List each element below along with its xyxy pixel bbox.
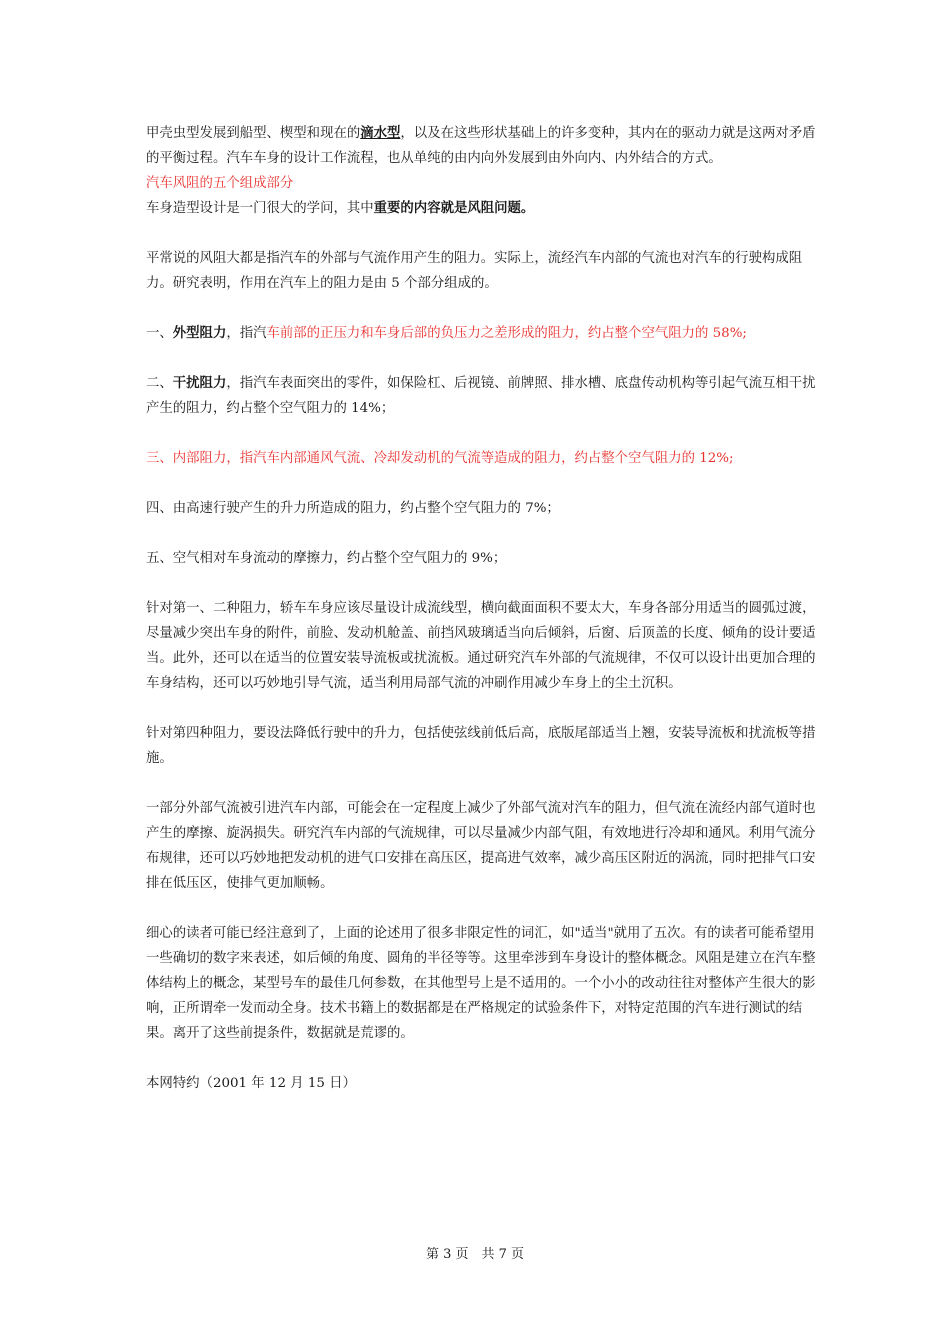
- paragraph-lift: 针对第四种阻力，要设法降低行驶中的升力，包括使弦线前低后高，底版尾部适当上翘，安装导流板和扰流板等措施。: [146, 726, 816, 766]
- list-item-shape-drag: 一、外型阻力，指汽车前部的正压力和车身后部的负压力之差形成的阻力，约占整个空气阻力的 58%;: [146, 325, 747, 341]
- list-item-internal-drag: 三、内部阻力，指汽车内部通风气流、冷却发动机的气流等造成的阻力，约占整个空气阻力的 12%;: [146, 451, 734, 466]
- paragraph-drag-overview: 平常说的风阻大都是指汽车的外部与气流作用产生的阻力。实际上，流经汽车内部的气流也对汽车的行驶构成阻力。研究表明，作用在汽车上的阻力是由 5 个部分组成的。: [146, 251, 803, 291]
- keyword-drip-shape: 滴水型: [360, 125, 401, 141]
- paragraph-internal-airflow: 一部分外部气流被引进汽车内部，可能会在一定程度上减少了外部气流对汽车的阻力，但气流在流经内部气道时也产生的摩擦、旋涡损失。研究汽车内部的气流规律，可以尽量减少内部气阻，有效地进行冷却和通风。利用气流分布规律，还可以巧妙地把发动机的进气口安排在高压区，提高进气效率，减少高压区附近的涡流，同时把排气口安排在低压区，使排气更加顺畅。: [146, 801, 816, 891]
- paragraph-conclusion: 细心的读者可能已经注意到了，上面的论述用了很多非限定性的词汇，如"适当"就用了五次。有的读者可能希望用一些确切的数字来表述，如后倾的角度、圆角的半径等等。这里牵涉到车身设计的整体概念。风阻是建立在汽车整体结构上的概念，某型号车的最佳几何参数，在其他型号上是不适用的。一个小小的改动往往对整体产生很大的影响，正所谓牵一发而动全身。技术书籍上的数据都是在严格规定的试验条件下，对特定范围的汽车进行测试的结果。离开了这些前提条件，数据就是荒谬的。: [146, 926, 816, 1041]
- page-footer: 第 3 页 共 7 页: [425, 1247, 525, 1262]
- byline-date: 本网特约（2001 年 12 月 15 日）: [146, 1076, 356, 1091]
- paragraph-design: 车身造型设计是一门很大的学问，其中重要的内容就是风阻问题。: [146, 200, 535, 216]
- article-body: [146, 121, 816, 1096]
- paragraph-intro: 甲壳虫型发展到船型、楔型和现在的滴水型，以及在这些形状基础上的许多变种，其内在的驱动力就是这两对矛盾的平衡过程。汽车车身的设计工作流程，也从单纯的由内向外发展到由外向内、内外结合的方式。: [146, 125, 816, 166]
- section-heading: 汽车风阻的五个组成部分: [146, 176, 294, 191]
- paragraph-streamline: 针对第一、二种阻力，轿车车身应该尽量设计成流线型，横向截面面积不要太大，车身各部分用适当的圆弧过渡，尽量减少突出车身的附件，前脸、发动机舱盖、前挡风玻璃适当向后倾斜，后窗、后顶盖的长度、倾角的设计要适当。此外，还可以在适当的位置安装导流板或扰流板。通过研究汽车外部的气流规律，不仅可以设计出更加合理的车身结构，还可以巧妙地引导气流，适当利用局部气流的冲刷作用减少车身上的尘土沉积。: [146, 601, 816, 691]
- list-item-friction-drag: 五、空气相对车身流动的摩擦力，约占整个空气阻力的 9%；: [146, 551, 507, 566]
- list-item-interference-drag: 二、干扰阻力，指汽车表面突出的零件，如保险杠、后视镜、前牌照、排水槽、底盘传动机构等引起气流互相干扰产生的阻力，约占整个空气阻力的 14%；: [146, 375, 816, 416]
- list-item-lift-drag: 四、由高速行驶产生的升力所造成的阻力，约占整个空气阻力的 7%；: [146, 501, 560, 516]
